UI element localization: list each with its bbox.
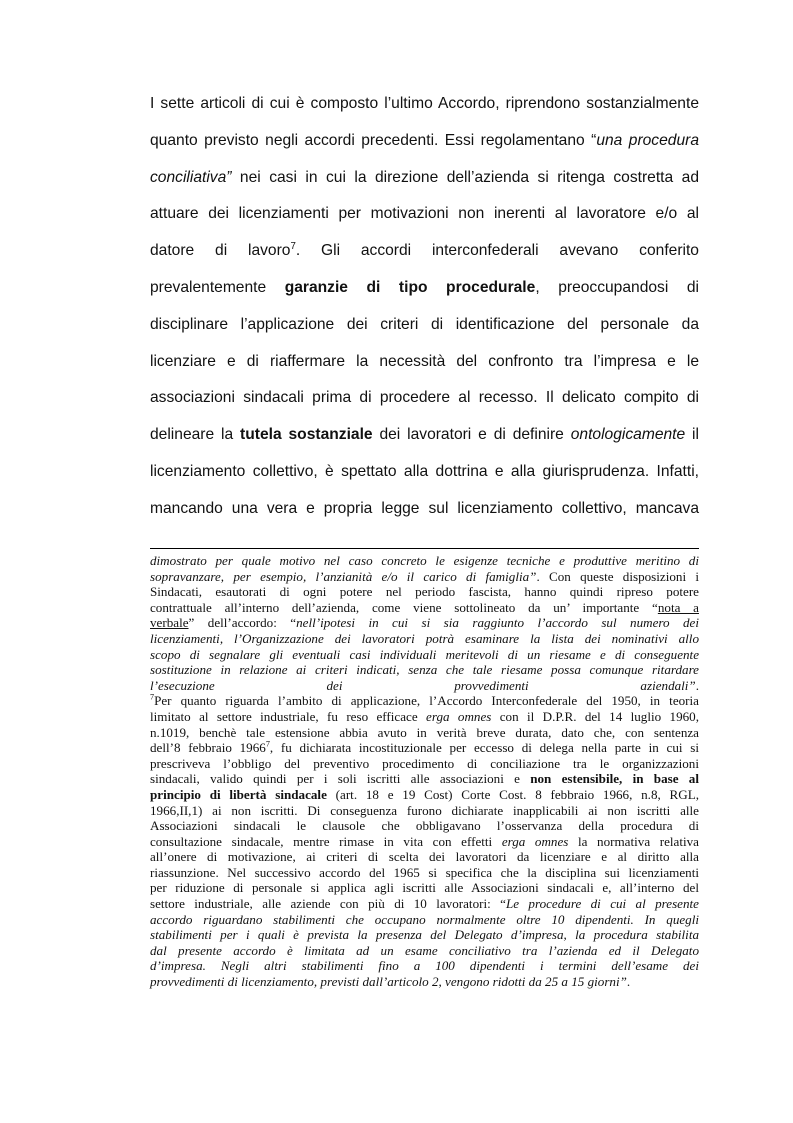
- footnote-line: [150, 865, 699, 881]
- text-run: ” dell’accordo: “: [188, 615, 297, 631]
- footnote-line: [150, 631, 699, 647]
- text-run: prevalentemente: [150, 278, 285, 296]
- italic-text: l’esecuzione dei provvedimenti aziendali”: [150, 677, 696, 693]
- text-run: limitato al settore industriale, fu reso efficace: [150, 708, 427, 724]
- text-run: quanto previsto negli accordi precedenti. Essi regolamentano “: [150, 131, 597, 149]
- footnote-line: [150, 553, 699, 569]
- text-run: disciplinare l’applicazione dei criteri di identificazione del personale da: [150, 315, 699, 333]
- italic-text: provvedimenti di licenziamento, previsti dall’articolo 2, vengono ridotti da 25 a 15 giorni”: [150, 974, 627, 990]
- footnote-marker: 7: [265, 739, 270, 749]
- footnote-line: [150, 787, 699, 803]
- bold-text: non estensibile, in base al: [530, 771, 699, 787]
- italic-text: d’impresa. Negli altri stabilimenti fino a 100 dipendenti i termini dell’esame dei: [150, 958, 699, 974]
- text-run: settore industriale, alle aziende con più di 10 lavoratori: “: [150, 896, 506, 912]
- text-run: delineare la: [150, 426, 241, 444]
- footnote-line: [150, 740, 699, 756]
- text-run: il: [685, 426, 699, 444]
- footnote-line: [150, 849, 699, 865]
- italic-text: accordo riguardano stabilimenti che occupano normalmente oltre 10 dipendenti. In quegli: [150, 911, 699, 927]
- body-line: [150, 491, 699, 528]
- body-line: [150, 454, 699, 491]
- text-run: Per quanto riguarda l’ambito di applicazione, l’Accordo Interconfederale del 1950, in teoria: [154, 693, 699, 709]
- footnote-block: [150, 553, 699, 990]
- italic-text: dimostrato per quale motivo nel caso concreto le esigenze tecniche e produttive meritino di: [150, 553, 699, 568]
- text-run: con il D.P.R. del 14 luglio 1960,: [491, 708, 699, 724]
- footnote-line: [150, 927, 699, 943]
- text-run: all’onere di motivazione, ai criteri di scelta dei lavoratori da licenziare e al diritto alla: [150, 849, 699, 865]
- text-run: prescriveva l’obbligo del preventivo procedimento di conciliazione tra le organizzazioni: [150, 755, 699, 771]
- text-run: nei casi in cui la direzione dell’azienda si ritenga costretta ad: [231, 168, 699, 186]
- footnote-line: [150, 912, 699, 928]
- footnote-line: [150, 834, 699, 850]
- text-run: consultazione sindacale, mentre rimase in vita con effetti: [150, 833, 502, 849]
- footnote-line: [150, 974, 699, 990]
- footnote-marker: 7: [290, 241, 296, 252]
- footnote-line: [150, 662, 699, 678]
- footnote-line: [150, 569, 699, 585]
- italic-text: sostituzione in relazione ai criteri indicati, senza che tale riesame possa comunque ritardare: [150, 662, 699, 678]
- bold-text: tutela sostanziale: [240, 426, 373, 444]
- body-line: [150, 196, 699, 233]
- text-run: sindacali, valido quindi per i soli iscritti alle associazioni e: [150, 771, 531, 787]
- text-run: dell’8 febbraio 1966: [150, 740, 266, 756]
- text-run: associazioni sindacali prima di procedere al recesso. Il delicato compito di: [150, 389, 699, 407]
- footnote-line: [150, 647, 699, 663]
- footnote-separator: [150, 548, 699, 549]
- footnote-line: [150, 880, 699, 896]
- body-line: [150, 417, 699, 454]
- italic-text: conciliativa”: [150, 168, 232, 186]
- bold-text: garanzie di tipo procedurale: [284, 278, 536, 296]
- text-run: , fu dichiarata incostituzionale per eccesso di delega nella parte in cui si: [269, 740, 699, 756]
- text-run: riassunzione. Nel successivo accordo del 1965 si specifica che la disciplina sui licenziamenti: [150, 864, 699, 880]
- text-run: per riduzione di personale si applica agli iscritti alle Associazioni sindacali e, all’interno del: [150, 880, 699, 896]
- italic-text: sopravanzare, per esempio, l’anzianità e/o il carico di famiglia”: [150, 568, 537, 584]
- footnote-line: [150, 803, 699, 819]
- text-run: Associazioni sindacali le clausole che obbligavano l’osservanza della procedura di: [150, 818, 699, 834]
- text-run: attuare dei licenziamenti per motivazioni non inerenti al lavoratore e/o al: [150, 205, 699, 223]
- italic-text: nell’ipotesi in cui si sia raggiunto l’accordo sul numero dei: [296, 615, 699, 631]
- footnote-line: [150, 896, 699, 912]
- italic-text: dal presente accordo è limitata ad un esame conciliativo tra l’azienda ed il Delegato: [150, 942, 699, 958]
- text-run: I sette articoli di cui è composto l’ultimo Accordo, riprendono sostanzialmente: [150, 95, 699, 112]
- text-run: . Gli accordi interconfederali avevano conferito: [295, 242, 699, 260]
- underlined-text: verbale: [150, 615, 189, 631]
- footnote-line: [150, 678, 699, 694]
- body-line: [150, 160, 699, 197]
- footnote-line: [150, 693, 699, 709]
- text-run: n.1019, benchè tale estensione abbia avuto in verità breve durata, dato che, con sentenza: [150, 724, 699, 740]
- italic-text: una procedura: [596, 131, 699, 149]
- footnote-line: [150, 756, 699, 772]
- text-run: .: [626, 974, 631, 990]
- body-line: [150, 344, 699, 381]
- bold-text: principio di libertà sindacale: [150, 786, 327, 802]
- footnote-line: [150, 771, 699, 787]
- text-run: . Con queste disposizioni i: [536, 568, 699, 584]
- footnote-line: [150, 584, 699, 600]
- body-line: [150, 380, 699, 417]
- body-line: [150, 270, 699, 307]
- main-body-text: [150, 86, 699, 528]
- text-run: dei lavoratori e di definire: [372, 426, 571, 444]
- italic-text: Le procedure di cui al presente: [505, 896, 699, 912]
- text-run: contrattuale all’interno dell’azienda, come viene sottolineato da un’ importante “: [150, 599, 658, 615]
- footnote-line: [150, 943, 699, 959]
- body-line: [150, 123, 699, 160]
- text-run: .: [695, 677, 699, 693]
- footnote-line: [150, 709, 699, 725]
- footnote-line: [150, 725, 699, 741]
- text-run: , preoccupandosi di: [535, 278, 699, 296]
- text-run: Sindacati, esautorati di ogni potere nel periodo fascista, hanno quindi ripreso potere: [150, 584, 699, 600]
- text-run: 1966,II,1) ai non iscritti. Di conseguenza furono dichiarate inapplicabili ai non iscritti alle: [150, 802, 699, 818]
- underlined-text: nota a: [657, 599, 699, 615]
- footnote-marker: 7: [150, 692, 155, 702]
- italic-text: erga omnes: [426, 708, 492, 724]
- footnote-line: [150, 818, 699, 834]
- text-run: datore di lavoro: [150, 242, 291, 260]
- italic-text: ontologicamente: [570, 426, 686, 444]
- italic-text: scopo di segnalare gli eventuali casi individuali meritevoli di un riesame e di conseguente: [150, 646, 699, 662]
- text-run: mancando una vera e propria legge sul licenziamento collettivo, mancava: [150, 499, 699, 517]
- text-run: licenziare e di riaffermare la necessità del confronto tra l’impresa e le: [150, 352, 699, 370]
- body-line: [150, 307, 699, 344]
- italic-text: erga omnes: [501, 833, 569, 849]
- body-line: [150, 86, 699, 123]
- footnote-line: [150, 600, 699, 616]
- body-line: [150, 233, 699, 270]
- footnote-line: [150, 615, 699, 631]
- italic-text: stabilimenti per i quali è prevista la presenza del Delegato d’impresa, la procedura stabilita: [150, 927, 699, 943]
- italic-text: licenziamenti, l’Organizzazione dei lavoratori potrà esaminare la lista dei nominativi allo: [150, 630, 699, 646]
- text-run: la normativa relativa: [568, 833, 699, 849]
- text-run: licenziamento collettivo, è spettato alla dottrina e alla giurisprudenza. Infatti,: [150, 462, 699, 480]
- text-run: (art. 18 e 19 Cost) Corte Cost. 8 febbraio 1966, n.8, RGL,: [326, 786, 699, 802]
- footnote-line: [150, 958, 699, 974]
